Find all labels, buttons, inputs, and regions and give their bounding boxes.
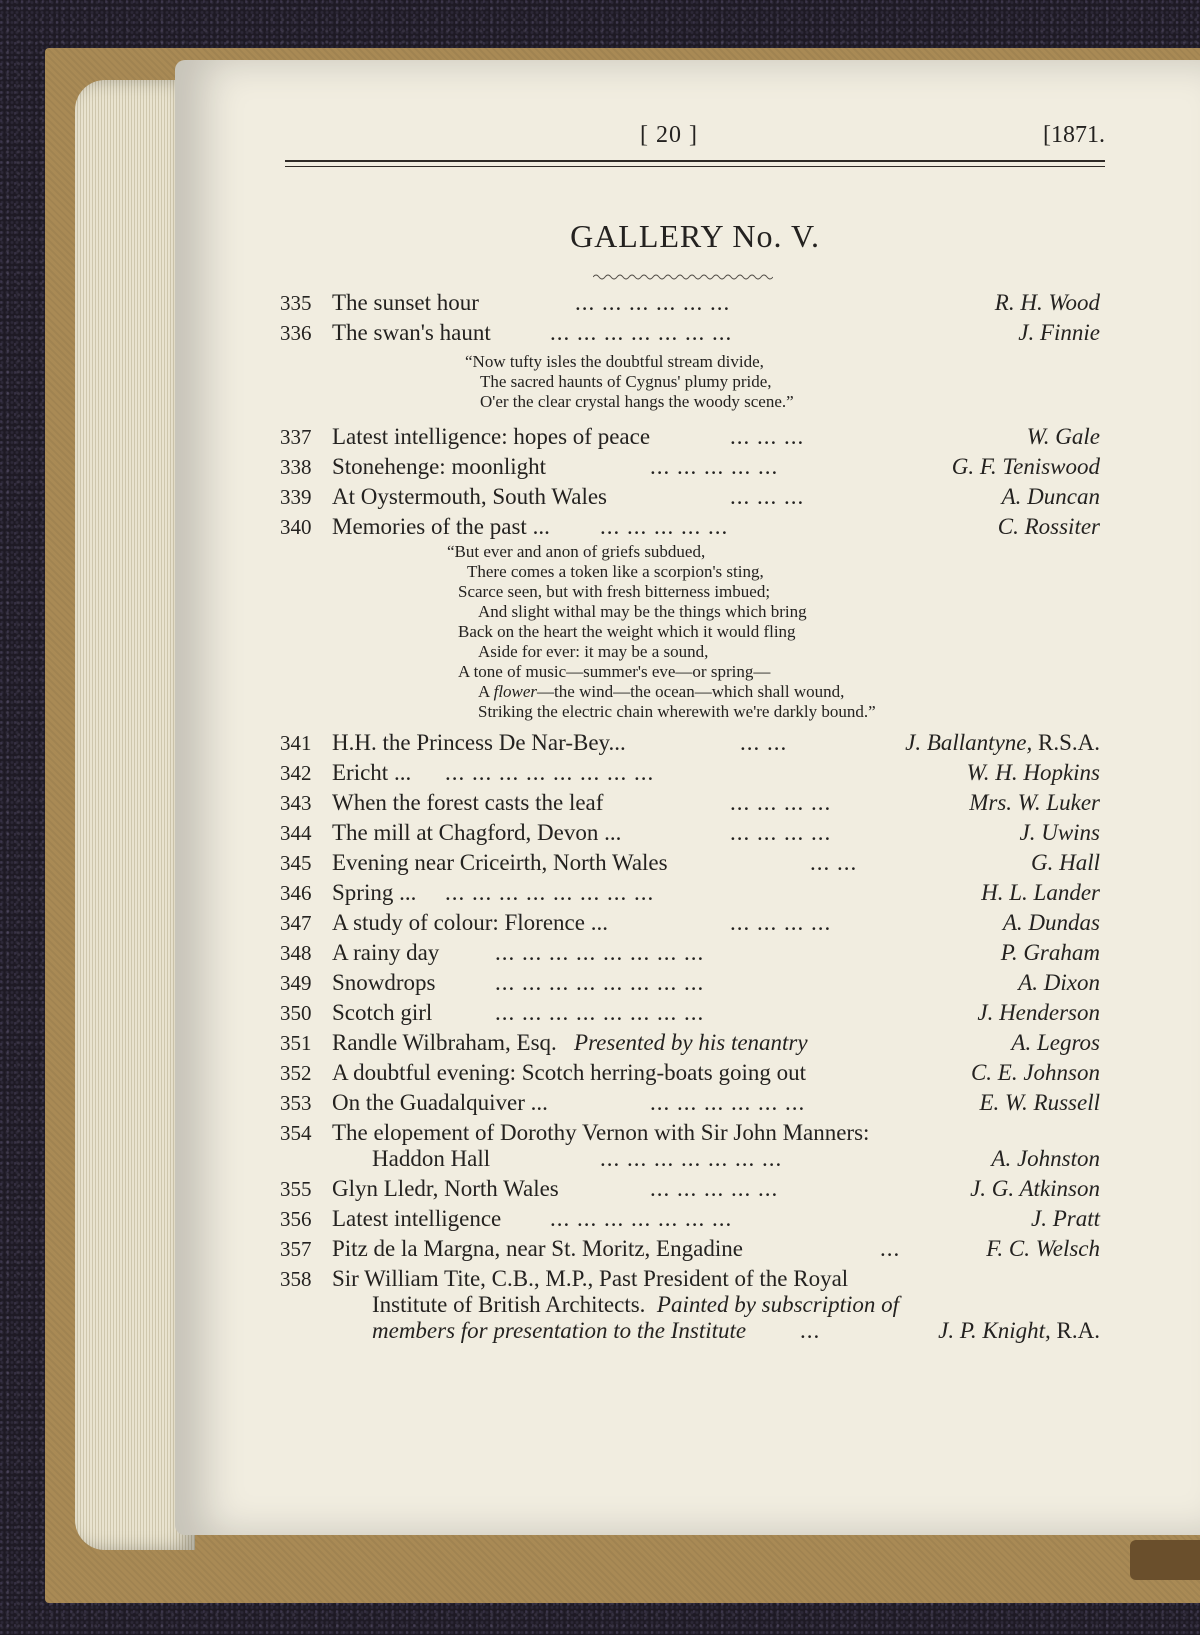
entry-artist: C. E. Johnson	[970, 1060, 1100, 1085]
verse-line: A tone of music—summer's eve—or spring—	[458, 662, 771, 681]
catalogue-entry	[280, 288, 1100, 318]
entry-title: Stonehenge: moonlight	[332, 454, 547, 479]
leader-dots: ... ...	[740, 730, 788, 755]
entry-number: 336	[280, 321, 312, 345]
verse-line: Scarce seen, but with fresh bitterness imbued;	[458, 582, 771, 601]
entry-title: Spring ...	[332, 880, 417, 905]
catalogue-entry	[280, 788, 1100, 818]
entry-artist: H. L. Lander	[981, 880, 1100, 905]
leader-dots: ... ... ... ...	[730, 910, 832, 935]
entry-artist: W. H. Hopkins	[966, 760, 1100, 785]
leader-dots: ... ... ... ... ... ...	[650, 1090, 806, 1115]
entry-number: 353	[280, 1091, 312, 1115]
entry-title: A rainy day	[332, 940, 440, 965]
entry-number: 357	[280, 1237, 312, 1261]
entry-title: When the forest casts the leaf	[332, 790, 604, 815]
entry-artist	[905, 728, 1100, 758]
entry-artist: J. G. Atkinson	[970, 1176, 1100, 1201]
entry-number: 339	[280, 485, 312, 509]
leader-dots: ... ... ... ... ...	[650, 454, 779, 479]
leader-dots: ... ... ... ... ...	[600, 514, 729, 539]
entry-artist: F. C. Welsch	[986, 1236, 1100, 1261]
entry-number: 355	[280, 1177, 312, 1201]
entry-title: H.H. the Princess De Nar-Bey...	[332, 730, 626, 755]
catalogue-entry	[280, 908, 1100, 938]
entry-note: Painted by subscription of	[656, 1292, 900, 1317]
verse-line: The sacred haunts of Cygnus' plumy pride,	[480, 372, 772, 391]
entry-artist: C. Rossiter	[997, 514, 1100, 539]
verse-word: A	[478, 682, 490, 701]
entry-title: Scotch girl	[332, 1000, 433, 1025]
entry-number: 344	[280, 821, 312, 845]
entry-number: 356	[280, 1207, 312, 1231]
entry-artist: J. Henderson	[977, 1000, 1100, 1025]
header-year: [1871.	[1043, 122, 1105, 148]
leader-dots: ... ... ... ... ... ... ... ...	[495, 1000, 705, 1025]
entry-title: Snowdrops	[332, 970, 436, 995]
verse-line: And slight withal may be the things which bring	[478, 602, 807, 621]
entry-number: 338	[280, 455, 312, 479]
entry-number: 342	[280, 761, 312, 785]
catalogue-entry	[280, 938, 1100, 968]
leader-dots: ... ... ... ... ... ... ... ...	[495, 970, 705, 995]
entry-title: At Oystermouth, South Wales	[332, 484, 607, 509]
entry-title: Glyn Lledr, North Wales	[332, 1176, 559, 1201]
book-page	[175, 60, 1200, 1535]
leader-dots: ... ... ... ... ... ...	[575, 290, 731, 315]
running-header	[285, 122, 1105, 162]
entry-number: 340	[280, 515, 312, 539]
entry-title-text: Randle Wilbraham, Esq.	[332, 1030, 557, 1055]
page-number: [ 20 ]	[640, 122, 698, 148]
leader-dots: ... ... ... ...	[730, 790, 832, 815]
entry-artist: A. Duncan	[1001, 484, 1100, 509]
entry-artist	[938, 1316, 1100, 1346]
leader-dots: ... ... ... ... ... ... ... ...	[445, 760, 655, 785]
artist-name: J. P. Knight,	[938, 1318, 1051, 1343]
catalogue-entry	[280, 1028, 1100, 1058]
entry-artist: A. Dundas	[1002, 910, 1100, 935]
entry-title: Sir William Tite, C.B., M.P., Past President of the Royal	[332, 1266, 849, 1291]
book-clasp	[1130, 1540, 1200, 1580]
verse-word: —the wind—the ocean—which shall wound,	[537, 682, 845, 701]
entry-number: 354	[280, 1121, 312, 1145]
wavy-rule	[593, 273, 773, 281]
catalogue-entry	[280, 1058, 1100, 1088]
entry-number: 348	[280, 941, 312, 965]
verse-line: Aside for ever: it may be a sound,	[478, 642, 709, 661]
entry-number: 341	[280, 731, 312, 755]
entry-artist: G. Hall	[1031, 850, 1100, 875]
catalogue-entry	[280, 482, 1100, 512]
verse-line: There comes a token like a scorpion's sting,	[467, 562, 764, 581]
entry-title-text: Institute of British Architects.	[372, 1292, 646, 1317]
entry-number: 335	[280, 291, 312, 315]
page-title: GALLERY No. V.	[570, 218, 820, 254]
verse-line: “But ever and anon of griefs subdued,	[447, 542, 706, 561]
leader-dots: ...	[880, 1236, 901, 1261]
verse-line: Back on the heart the weight which it would fling	[458, 622, 796, 641]
catalogue-entry	[280, 1234, 1100, 1264]
entry-title: On the Guadalquiver ...	[332, 1090, 548, 1115]
entry-title: A doubtful evening: Scotch herring-boats going out	[332, 1060, 806, 1085]
verse-line	[478, 682, 844, 702]
catalogue-entry	[280, 728, 1100, 758]
leader-dots: ... ... ... ... ... ... ...	[600, 1146, 783, 1171]
entry-artist: G. F. Teniswood	[951, 454, 1100, 479]
entry-title: Memories of the past ...	[332, 514, 550, 539]
entry-title: Ericht ...	[332, 760, 412, 785]
entry-number: 343	[280, 791, 312, 815]
leader-dots: ... ... ... ... ... ... ... ...	[445, 880, 655, 905]
leader-dots: ... ...	[810, 850, 858, 875]
artist-name: J. Ballantyne,	[905, 730, 1033, 755]
catalogue-entry	[280, 318, 1100, 348]
leader-dots: ... ... ... ... ...	[650, 1176, 779, 1201]
entry-title: Latest intelligence	[332, 1206, 502, 1231]
entry-title: The sunset hour	[332, 290, 479, 315]
artist-rank: R.S.A.	[1032, 730, 1100, 755]
header-rule-thin	[285, 166, 1105, 167]
entry-note: Presented by his tenantry	[574, 1030, 808, 1055]
entry-artist: A. Legros	[1011, 1030, 1100, 1055]
catalogue-entry	[280, 998, 1100, 1028]
entry-artist: R. H. Wood	[994, 290, 1100, 315]
entry-number: 346	[280, 881, 312, 905]
catalogue-entry	[280, 1204, 1100, 1234]
leader-dots: ... ... ...	[730, 484, 805, 509]
catalogue-entry	[280, 512, 1100, 542]
leader-dots: ...	[800, 1318, 821, 1343]
entry-title: The elopement of Dorothy Vernon with Sir John Manners:	[332, 1120, 870, 1145]
catalogue-entry-continuation	[280, 1316, 1100, 1346]
entry-title: Latest intelligence: hopes of peace	[332, 424, 651, 449]
entry-title	[332, 1028, 808, 1058]
catalogue-entry	[280, 452, 1100, 482]
entry-number: 349	[280, 971, 312, 995]
catalogue-entry	[280, 818, 1100, 848]
catalogue-entry	[280, 1174, 1100, 1204]
entry-artist: W. Gale	[1026, 424, 1100, 449]
catalogue-entry-continuation	[280, 1144, 1100, 1174]
entry-artist: J. Uwins	[1019, 820, 1100, 845]
entry-artist: P. Graham	[1000, 940, 1100, 965]
entry-number: 337	[280, 425, 312, 449]
leader-dots: ... ... ...	[730, 424, 805, 449]
entry-number: 352	[280, 1061, 312, 1085]
entry-number: 351	[280, 1031, 312, 1055]
entry-artist: E. W. Russell	[979, 1090, 1100, 1115]
entry-number: 350	[280, 1001, 312, 1025]
entry-artist: J. Pratt	[1031, 1206, 1100, 1231]
entry-number: 345	[280, 851, 312, 875]
entry-note: members for presentation to the Institute	[372, 1318, 747, 1343]
entry-artist: Mrs. W. Luker	[969, 790, 1100, 815]
entry-number: 358	[280, 1267, 312, 1291]
verse-line: “Now tufty isles the doubtful stream divide,	[465, 352, 764, 371]
catalogue-entry	[280, 968, 1100, 998]
entry-artist: A. Johnston	[991, 1146, 1100, 1171]
catalogue-entry	[280, 758, 1100, 788]
entry-title: Haddon Hall	[372, 1146, 491, 1171]
entry-number: 347	[280, 911, 312, 935]
entry-title: Pitz de la Margna, near St. Moritz, Engadine	[332, 1236, 743, 1261]
verse-line: Striking the electric chain wherewith we're darkly bound.”	[478, 702, 876, 721]
entry-artist: A. Dixon	[1018, 970, 1100, 995]
leader-dots: ... ... ... ... ... ... ...	[550, 1206, 733, 1231]
entry-title	[372, 1316, 746, 1346]
verse-line: O'er the clear crystal hangs the woody scene.”	[480, 392, 794, 411]
entry-title: A study of colour: Florence ...	[332, 910, 608, 935]
catalogue-entry	[280, 878, 1100, 908]
catalogue-entry	[280, 422, 1100, 452]
entry-title: The mill at Chagford, Devon ...	[332, 820, 622, 845]
verse-italic-word: flower	[493, 682, 538, 701]
leader-dots: ... ... ... ...	[730, 820, 832, 845]
catalogue-entry	[280, 1088, 1100, 1118]
leader-dots: ... ... ... ... ... ... ...	[550, 320, 733, 345]
catalogue-entry	[280, 848, 1100, 878]
entry-artist: J. Finnie	[1018, 320, 1100, 345]
header-rule-thick	[285, 160, 1105, 162]
entry-title: The swan's haunt	[332, 320, 491, 345]
leader-dots: ... ... ... ... ... ... ... ...	[495, 940, 705, 965]
artist-rank: R.A.	[1050, 1318, 1100, 1343]
entry-title: Evening near Criceirth, North Wales	[332, 850, 668, 875]
